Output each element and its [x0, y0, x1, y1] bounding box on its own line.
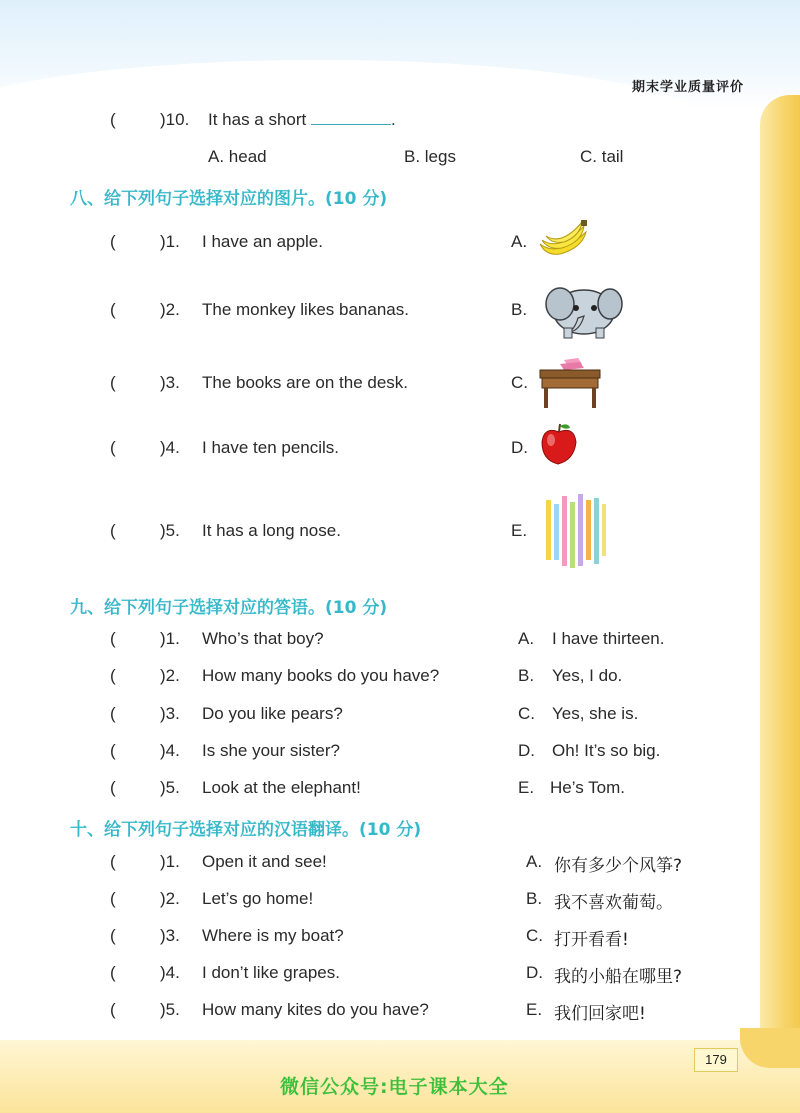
s10-a-answer: 你有多少个风筝?: [554, 856, 683, 876]
s9-q2-number: )2.: [160, 666, 180, 685]
s9-q1-paren: (: [110, 629, 116, 648]
s9-q2-paren: (: [110, 666, 116, 685]
q10-option-c: C. tail: [580, 147, 624, 166]
s9-a-letter: A.: [518, 629, 535, 648]
q10-text: [208, 110, 396, 130]
s10-e-answer: 我们回家吧!: [554, 1004, 646, 1024]
section9-title: 九、给下列句子选择对应的答语。(10 分): [70, 598, 388, 618]
s10-q4-paren: (: [110, 963, 116, 982]
s9-q5-number: )5.: [160, 778, 180, 797]
s9-a-answer: I have thirteen.: [552, 629, 665, 648]
s10-q3-number: )3.: [160, 926, 180, 945]
s10-c-answer: 打开看看!: [554, 930, 629, 950]
q10-stem: It has a short: [208, 110, 307, 129]
s10-a-letter: A.: [526, 852, 543, 871]
s9-q3-number: )3.: [160, 704, 180, 723]
s10-q3-paren: (: [110, 926, 116, 945]
elephant-icon: [540, 278, 624, 342]
s9-e-letter: E.: [518, 778, 535, 797]
s10-q5-text: How many kites do you have?: [202, 1000, 429, 1019]
s9-q3-text: Do you like pears?: [202, 704, 343, 723]
s9-b-letter: B.: [518, 666, 535, 685]
s10-b-letter: B.: [526, 889, 543, 908]
s10-c-letter: C.: [526, 926, 543, 945]
s9-d-answer: Oh! It’s so big.: [552, 741, 661, 760]
s9-c-answer: Yes, she is.: [552, 704, 639, 723]
s8-q5-number: )5.: [160, 521, 180, 540]
s10-e-letter: E.: [526, 1000, 543, 1019]
s10-q4-text: I don’t like grapes.: [202, 963, 340, 982]
s9-q2-text: How many books do you have?: [202, 666, 440, 685]
s10-q4-number: )4.: [160, 963, 180, 982]
section10-title: 十、给下列句子选择对应的汉语翻译。(10 分): [70, 820, 422, 840]
s9-q5-text: Look at the elephant!: [202, 778, 361, 797]
s9-q4-number: )4.: [160, 741, 180, 760]
s8-option-d-letter: D.: [511, 438, 528, 457]
s10-q2-paren: (: [110, 889, 116, 908]
s8-q1-paren: (: [110, 232, 116, 251]
s8-q2-text: The monkey likes bananas.: [202, 300, 409, 319]
s8-option-c-letter: C.: [511, 373, 528, 392]
s9-c-letter: C.: [518, 704, 535, 723]
s8-q4-number: )4.: [160, 438, 180, 457]
q10-option-a: A. head: [208, 147, 267, 166]
s9-q4-paren: (: [110, 741, 116, 760]
s10-b-answer: 我不喜欢葡萄。: [554, 893, 673, 913]
s10-q5-paren: (: [110, 1000, 116, 1019]
s8-q1-number: )1.: [160, 232, 180, 251]
s9-q1-text: Who’s that boy?: [202, 629, 324, 648]
s10-q3-text: Where is my boat?: [202, 926, 344, 945]
q10-blank[interactable]: [311, 110, 391, 125]
s8-q4-text: I have ten pencils.: [202, 438, 340, 457]
s8-q2-paren: (: [110, 300, 116, 319]
s9-q3-paren: (: [110, 704, 116, 723]
book-edge-right: [760, 95, 800, 1113]
s8-q3-number: )3.: [160, 373, 180, 392]
s8-q1-text: I have an apple.: [202, 232, 323, 251]
s10-d-answer: 我的小船在哪里?: [554, 967, 683, 987]
page-number: 179: [694, 1048, 738, 1072]
s8-q5-paren: (: [110, 521, 116, 540]
s9-d-letter: D.: [518, 741, 535, 760]
s10-q1-paren: (: [110, 852, 116, 871]
q10-paren-open: (: [110, 110, 116, 129]
s8-q5-text: It has a long nose.: [202, 521, 341, 540]
s9-q5-paren: (: [110, 778, 116, 797]
s8-option-a-letter: A.: [511, 232, 528, 251]
q10-option-b: B. legs: [404, 147, 456, 166]
s8-q2-number: )2.: [160, 300, 180, 319]
header-title: 期末学业质量评价: [632, 80, 745, 95]
apple-icon: [538, 422, 580, 466]
s9-q4-text: Is she your sister?: [202, 741, 340, 760]
q10-number: )10.: [160, 110, 190, 129]
s10-d-letter: D.: [526, 963, 543, 982]
s8-option-e-letter: E.: [511, 521, 528, 540]
s8-q3-paren: (: [110, 373, 116, 392]
watermark: 微信公众号:电子课本大全: [280, 1076, 509, 1098]
s8-option-b-letter: B.: [511, 300, 528, 319]
s9-b-answer: Yes, I do.: [552, 666, 623, 685]
s8-q3-text: The books are on the desk.: [202, 373, 409, 392]
s10-q1-number: )1.: [160, 852, 180, 871]
section8-title: 八、给下列句子选择对应的图片。(10 分): [70, 189, 388, 209]
banana-icon: [536, 218, 592, 262]
s10-q1-text: Open it and see!: [202, 852, 327, 871]
pencils-icon: [538, 490, 610, 576]
s10-q2-text: Let’s go home!: [202, 889, 314, 908]
s10-q5-number: )5.: [160, 1000, 180, 1019]
desk-icon: [538, 354, 602, 410]
s9-q1-number: )1.: [160, 629, 180, 648]
s10-q2-number: )2.: [160, 889, 180, 908]
q10-end: .: [391, 110, 396, 129]
s8-q4-paren: (: [110, 438, 116, 457]
s9-e-answer: He’s Tom.: [550, 778, 625, 797]
